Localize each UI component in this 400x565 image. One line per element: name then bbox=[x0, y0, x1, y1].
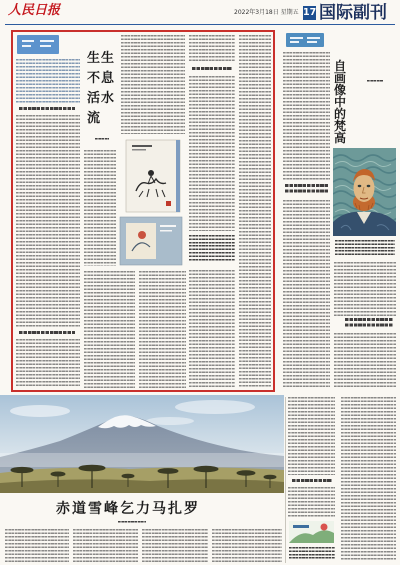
body-text-column bbox=[84, 271, 135, 388]
headline-char: 自 bbox=[334, 59, 347, 73]
headline-books bbox=[87, 52, 117, 132]
headline-char: 赤 bbox=[56, 501, 70, 517]
headline-char: 峰 bbox=[104, 501, 118, 517]
headline-char: 息 bbox=[101, 71, 115, 86]
headline-char: 扎 bbox=[168, 501, 182, 517]
body-text-column bbox=[189, 35, 235, 63]
headline-char: 的 bbox=[334, 107, 347, 121]
headline-char: 不 bbox=[87, 71, 101, 86]
subheading bbox=[345, 318, 393, 329]
body-text-column bbox=[239, 35, 271, 388]
column-logo-image bbox=[289, 521, 334, 543]
headline-char: 生 bbox=[87, 51, 101, 66]
subheading bbox=[292, 479, 332, 483]
headline-char: 像 bbox=[334, 83, 347, 97]
body-text-column bbox=[84, 150, 116, 266]
subheading bbox=[285, 184, 328, 195]
byline bbox=[118, 521, 146, 524]
headline-kilimanjaro bbox=[56, 502, 200, 516]
column-divider bbox=[285, 397, 286, 563]
headline-char: 副 bbox=[353, 3, 370, 23]
body-text-column bbox=[288, 397, 335, 475]
page-credits bbox=[289, 547, 335, 560]
body-text-column bbox=[288, 487, 335, 518]
issue-date: 2022年3月18日 星期五 bbox=[234, 9, 299, 16]
body-text-column bbox=[139, 271, 186, 388]
body-text-column bbox=[16, 115, 80, 327]
body-text-column bbox=[189, 76, 235, 231]
body-text-column bbox=[283, 52, 330, 180]
headline-char: 报 bbox=[47, 3, 61, 18]
body-text-column bbox=[189, 270, 235, 388]
header-rule bbox=[5, 24, 395, 25]
headline-char: 画 bbox=[334, 71, 347, 85]
subheading bbox=[19, 107, 75, 111]
headline-char: 人 bbox=[8, 3, 22, 18]
byline bbox=[367, 80, 383, 83]
headline-char: 中 bbox=[334, 95, 347, 109]
body-text-column bbox=[283, 200, 330, 388]
kilimanjaro-photo bbox=[0, 395, 284, 493]
headline-char: 活 bbox=[87, 91, 101, 106]
headline-char: 罗 bbox=[184, 501, 198, 517]
headline-char: 力 bbox=[136, 501, 150, 517]
headline-char: 水 bbox=[101, 91, 115, 106]
body-text-column bbox=[121, 35, 185, 134]
page-number-badge: 17 bbox=[303, 7, 317, 18]
body-text-column bbox=[334, 333, 396, 389]
headline-char: 刊 bbox=[370, 3, 387, 23]
subheading bbox=[19, 331, 75, 335]
body-text-column bbox=[334, 262, 396, 316]
book-covers-image bbox=[118, 137, 186, 267]
headline-char: 梵 bbox=[334, 119, 347, 133]
headline-char: 流 bbox=[87, 111, 101, 126]
headline-char: 高 bbox=[334, 131, 347, 145]
body-text-column bbox=[5, 529, 69, 562]
image-caption bbox=[189, 235, 235, 262]
subheading bbox=[192, 67, 232, 71]
column-tag-right bbox=[286, 33, 324, 47]
newspaper-masthead bbox=[8, 4, 60, 19]
headline-char: 日 bbox=[34, 3, 48, 18]
van-gogh-portrait-image bbox=[333, 148, 396, 236]
book-cover-top bbox=[126, 140, 180, 212]
byline bbox=[95, 138, 109, 141]
headline-char: 民 bbox=[21, 3, 35, 18]
column-tag-left bbox=[17, 35, 59, 54]
body-text-column bbox=[16, 339, 80, 387]
body-text-column bbox=[73, 529, 138, 562]
headline-char: 国 bbox=[319, 3, 336, 23]
headline-char: 道 bbox=[72, 501, 86, 517]
body-text-column bbox=[341, 397, 396, 561]
headline-char: 际 bbox=[336, 3, 353, 23]
headline-char: 雪 bbox=[88, 501, 102, 517]
headline-char: 生 bbox=[101, 51, 115, 66]
headline-char: 马 bbox=[152, 501, 166, 517]
headline-van-gogh bbox=[334, 60, 347, 144]
intro-text bbox=[16, 59, 80, 104]
body-text-column bbox=[212, 529, 282, 562]
image-caption bbox=[335, 240, 395, 257]
body-text-column bbox=[142, 529, 208, 562]
headline-char: 乞 bbox=[120, 501, 134, 517]
section-title bbox=[319, 5, 387, 22]
